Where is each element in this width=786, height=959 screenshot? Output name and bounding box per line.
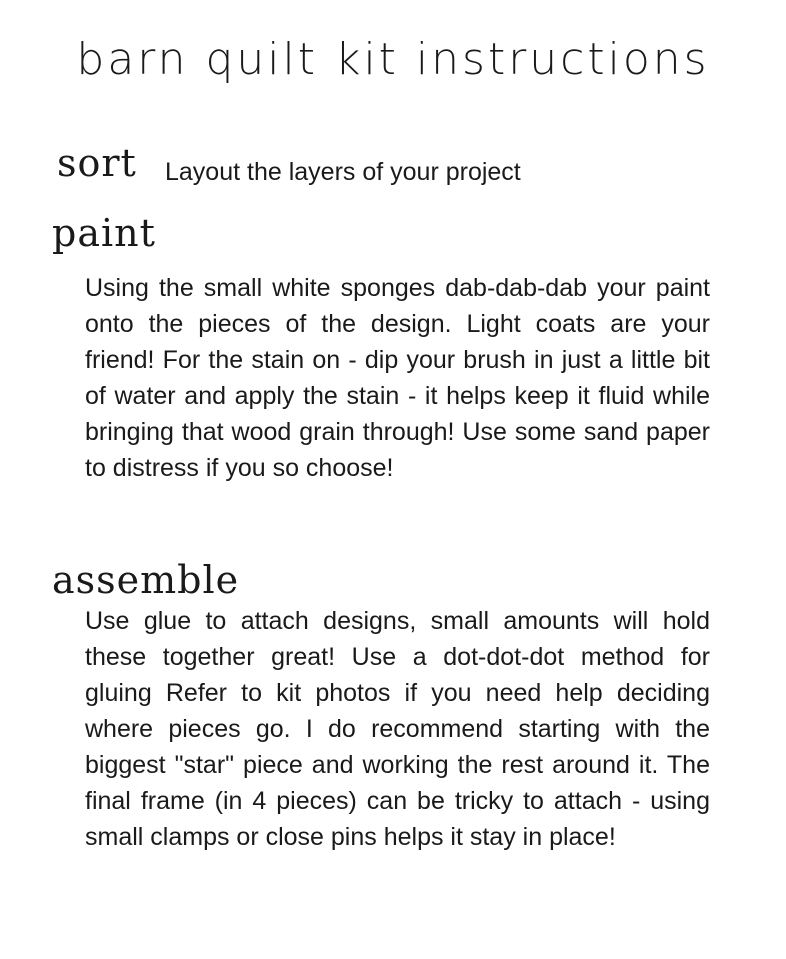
section-heading-paint: paint <box>52 211 156 255</box>
page-title: barn quilt kit instructions <box>76 34 710 85</box>
section-text-paint: Using the small white sponges dab-dab-dab your paint onto the pieces of the design. Light coats are your friend! For the stain on - dip your brush in just a little bit of water and apply the stain - it helps keep it fluid while bringing that wood grain through! Use some sand paper to distress if you so choose! <box>85 274 710 482</box>
section-heading-sort: sort <box>57 141 137 185</box>
section-heading-assemble: assemble <box>52 558 240 602</box>
section-text-assemble: Use glue to attach designs, small amounts will hold these together great! Use a dot-dot-dot method for gluing Refer to kit photos if you need help deciding where pieces go. I do recommend starting with the biggest "star" piece and working the rest around it. The final frame (in 4 pieces) can be tricky to attach - using small clamps or close pins helps it stay in place! <box>85 607 710 851</box>
section-text-sort: Layout the layers of your project <box>165 158 521 186</box>
